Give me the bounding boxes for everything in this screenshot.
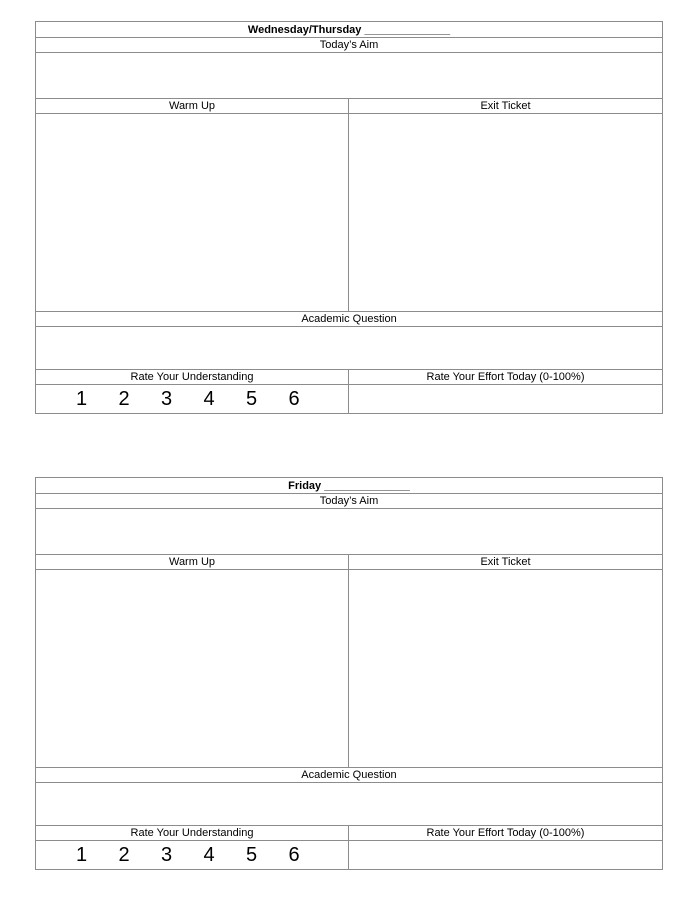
warm-up-label: Warm Up <box>36 99 349 114</box>
rate-understanding-label: Rate Your Understanding <box>36 826 349 841</box>
wednesday-thursday-section <box>35 21 663 414</box>
todays-aim-label: Today’s Aim <box>36 494 663 509</box>
understanding-rating-scale[interactable] <box>36 385 349 414</box>
academic-question-field[interactable] <box>36 327 663 370</box>
warm-up-label: Warm Up <box>36 555 349 570</box>
rating-option-6[interactable]: 6 <box>288 844 300 866</box>
academic-question-field[interactable] <box>36 783 663 826</box>
rating-option-6[interactable]: 6 <box>288 388 300 410</box>
rate-effort-label: Rate Your Effort Today (0-100%) <box>349 826 663 841</box>
exit-ticket-label: Exit Ticket <box>349 555 663 570</box>
rate-understanding-label: Rate Your Understanding <box>36 370 349 385</box>
rating-option-3[interactable]: 3 <box>161 388 173 410</box>
rating-option-1[interactable]: 1 <box>76 388 88 410</box>
friday-section <box>35 477 663 870</box>
exit-ticket-field[interactable] <box>349 570 663 768</box>
warm-up-field[interactable] <box>36 114 349 312</box>
rating-option-2[interactable]: 2 <box>118 388 130 410</box>
todays-aim-field[interactable] <box>36 53 663 99</box>
rating-option-1[interactable]: 1 <box>76 844 88 866</box>
section-title: Friday ______________ <box>36 478 663 494</box>
rating-option-5[interactable]: 5 <box>246 388 258 410</box>
effort-field[interactable] <box>349 841 663 870</box>
rating-option-4[interactable]: 4 <box>203 844 215 866</box>
todays-aim-field[interactable] <box>36 509 663 555</box>
section-title: Wednesday/Thursday ______________ <box>36 22 663 38</box>
rate-effort-label: Rate Your Effort Today (0-100%) <box>349 370 663 385</box>
academic-question-label: Academic Question <box>36 312 663 327</box>
effort-field[interactable] <box>349 385 663 414</box>
exit-ticket-field[interactable] <box>349 114 663 312</box>
warm-up-field[interactable] <box>36 570 349 768</box>
rating-option-5[interactable]: 5 <box>246 844 258 866</box>
academic-question-label: Academic Question <box>36 768 663 783</box>
rating-option-4[interactable]: 4 <box>203 388 215 410</box>
rating-option-2[interactable]: 2 <box>118 844 130 866</box>
exit-ticket-label: Exit Ticket <box>349 99 663 114</box>
understanding-rating-scale[interactable] <box>36 841 349 870</box>
todays-aim-label: Today’s Aim <box>36 38 663 53</box>
rating-option-3[interactable]: 3 <box>161 844 173 866</box>
